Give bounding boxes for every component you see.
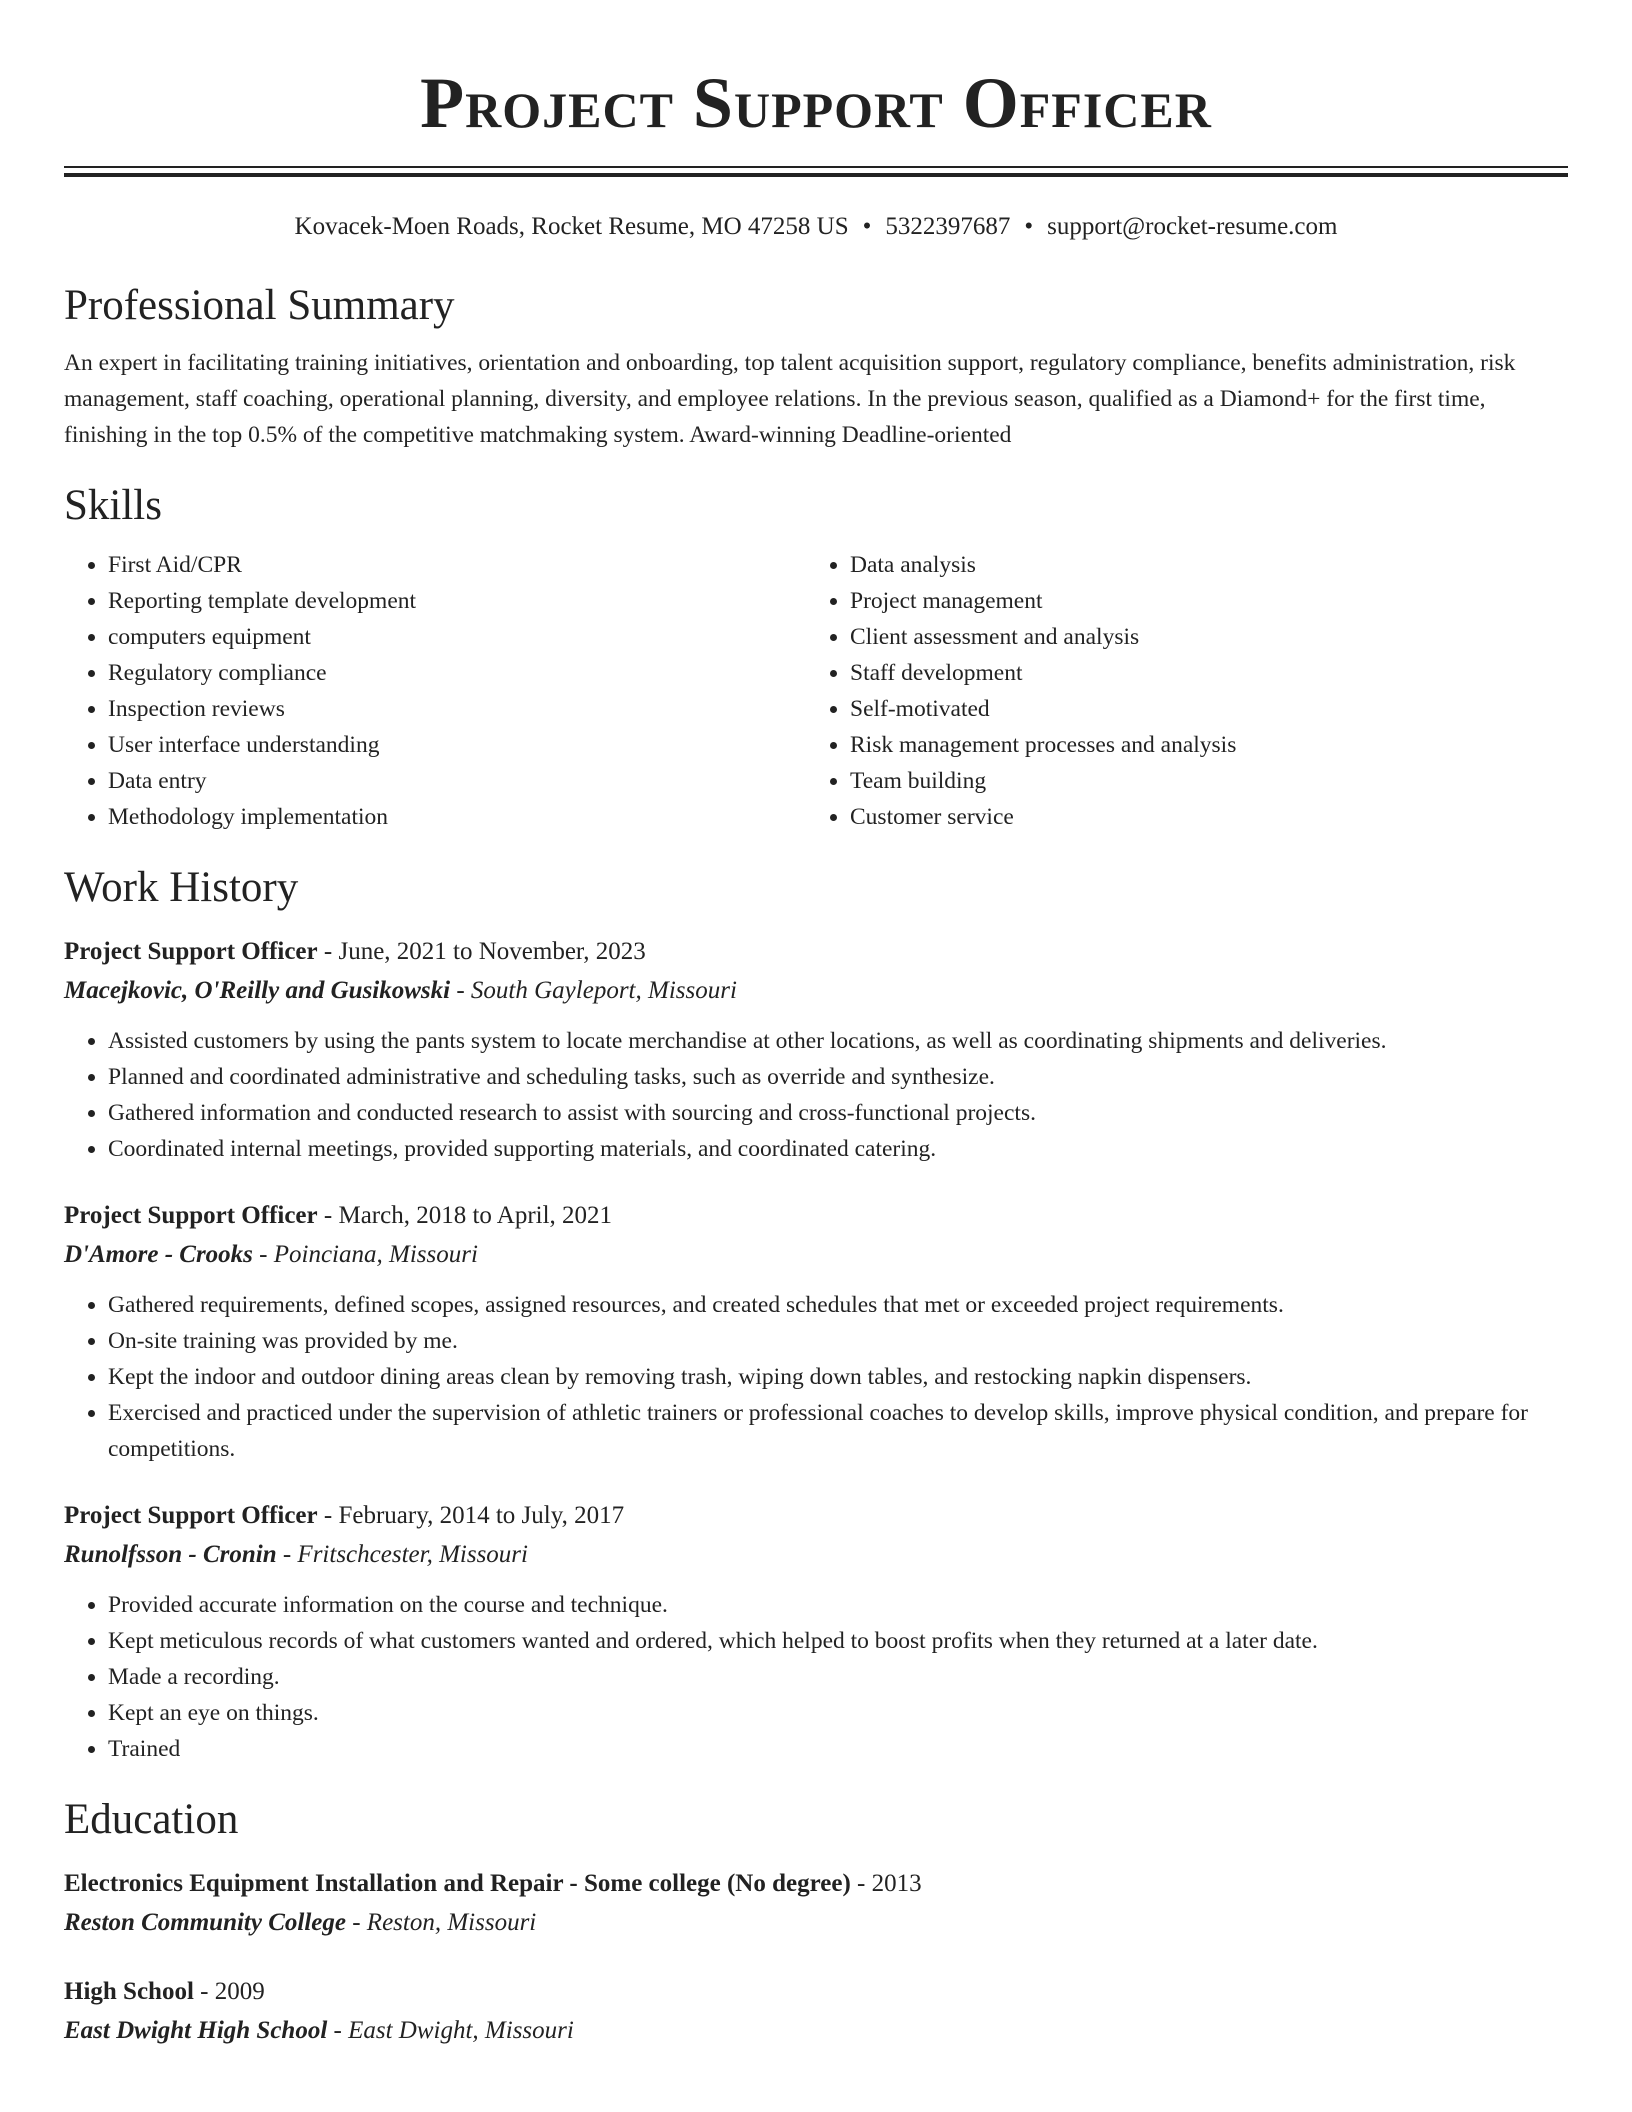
- job-title-line: [64, 1197, 1568, 1235]
- company-line: [64, 971, 1568, 1011]
- school-location: - Reston, Missouri: [345, 1909, 537, 1936]
- skill-item: • Data analysis: [850, 547, 1548, 583]
- duty-item: • Made a recording.: [108, 1659, 1568, 1695]
- contact-address: Kovacek-Moen Roads, Rocket Resume, MO 47258 US: [294, 213, 849, 240]
- duty-item: • Kept an eye on things.: [108, 1695, 1568, 1731]
- skill-item: • First Aid/CPR: [108, 547, 806, 583]
- company-line: [64, 1535, 1568, 1575]
- job-dates: - June, 2021 to November, 2023: [317, 938, 646, 965]
- skills-list-left: [64, 547, 806, 835]
- education-entry: [64, 1865, 1568, 1943]
- contact-line: [64, 211, 1568, 243]
- skill-item: • Risk management processes and analysis: [850, 727, 1548, 763]
- job-duties: [64, 1287, 1568, 1467]
- school-line: [64, 2011, 1568, 2051]
- skills-columns: [64, 547, 1568, 835]
- duty-item: • Kept meticulous records of what customers wanted and ordered, which helped to boost profits when they returned at a later date.: [108, 1623, 1568, 1659]
- contact-separator: •: [862, 213, 872, 240]
- job-duties: [64, 1587, 1568, 1767]
- title-divider: [64, 166, 1568, 177]
- company-name: D'Amore - Crooks: [64, 1241, 253, 1268]
- skill-item: • computers equipment: [108, 619, 806, 655]
- job-entry: [64, 1197, 1568, 1467]
- skill-item: • Regulatory compliance: [108, 655, 806, 691]
- skills-heading: Skills: [64, 482, 162, 529]
- job-title-line: [64, 933, 1568, 971]
- skill-item: • Client assessment and analysis: [850, 619, 1548, 655]
- work-history-heading: Work History: [64, 864, 299, 911]
- company-location: - Fritschcester, Missouri: [276, 1541, 528, 1568]
- skill-item: • Customer service: [850, 799, 1548, 835]
- skill-item: • Project management: [850, 583, 1548, 619]
- duty-item: • Assisted customers by using the pants system to locate merchandise at other locations, as well as coordinating shipments and deliveries.: [108, 1023, 1568, 1059]
- duty-item: • Kept the indoor and outdoor dining areas clean by removing trash, wiping down tables, and restocking napkin dispensers.: [108, 1359, 1568, 1395]
- duty-item: • Planned and coordinated administrative and scheduling tasks, such as override and synthesize.: [108, 1059, 1568, 1095]
- job-title: Project Support Officer: [64, 1502, 318, 1529]
- duty-item: • Gathered information and conducted research to assist with sourcing and cross-functional projects.: [108, 1095, 1568, 1131]
- degree-line: [64, 1973, 1568, 2011]
- skill-item: • Staff development: [850, 655, 1548, 691]
- company-name: Macejkovic, O'Reilly and Gusikowski: [64, 977, 451, 1004]
- duty-item: • Coordinated internal meetings, provided supporting materials, and coordinated catering.: [108, 1131, 1568, 1167]
- skill-item: • Methodology implementation: [108, 799, 806, 835]
- job-title: Project Support Officer: [64, 938, 318, 965]
- summary-heading: Professional Summary: [64, 282, 455, 329]
- education-entry: [64, 1973, 1568, 2051]
- duty-item: • Provided accurate information on the course and technique.: [108, 1587, 1568, 1623]
- job-title-line: [64, 1497, 1568, 1535]
- job-entry: [64, 1497, 1568, 1767]
- education-section: [64, 1793, 1568, 2051]
- job-dates: - March, 2018 to April, 2021: [317, 1202, 613, 1229]
- skills-list-right: [806, 547, 1548, 835]
- education-heading: Education: [64, 1796, 239, 1843]
- skill-item: • Reporting template development: [108, 583, 806, 619]
- job-dates: - February, 2014 to July, 2017: [317, 1502, 625, 1529]
- resume-title: Project Support Officer: [420, 63, 1212, 143]
- job-title: Project Support Officer: [64, 1202, 318, 1229]
- company-location: - South Gayleport, Missouri: [450, 977, 737, 1004]
- work-history-section: [64, 861, 1568, 1767]
- school-name: Reston Community College: [64, 1909, 346, 1936]
- duty-item: • On-site training was provided by me.: [108, 1323, 1568, 1359]
- contact-email: support@rocket-resume.com: [1047, 213, 1338, 240]
- contact-phone: 5322397687: [885, 213, 1011, 240]
- school-name: East Dwight High School: [64, 2017, 328, 2044]
- school-location: - East Dwight, Missouri: [327, 2017, 574, 2044]
- summary-text: An expert in facilitating training initiatives, orientation and onboarding, top talent acquisition support, regulatory compliance, benefits administration, risk management, staff coaching, operational planning, diversity, and employee relations. In the previous season, qualified as a Diamond+ for the first time, finishing in the top 0.5% of the competitive matchmaking system. Award-winning Deadline-oriented: [64, 350, 1516, 448]
- company-name: Runolfsson - Cronin: [64, 1541, 277, 1568]
- school-line: [64, 1903, 1568, 1943]
- skill-item: • Team building: [850, 763, 1548, 799]
- duty-item: • Exercised and practiced under the supervision of athletic trainers or professional coaches to develop skills, improve physical condition, and prepare for competitions.: [108, 1395, 1568, 1467]
- degree-year: - 2013: [850, 1870, 922, 1897]
- job-duties: [64, 1023, 1568, 1167]
- skill-item: • Data entry: [108, 763, 806, 799]
- company-line: [64, 1235, 1568, 1275]
- summary-section: [64, 279, 1568, 453]
- degree-name: Electronics Equipment Installation and Repair - Some college (No degree): [64, 1870, 851, 1897]
- contact-separator: •: [1024, 213, 1034, 240]
- degree-name: High School: [64, 1978, 194, 2005]
- degree-year: - 2009: [193, 1978, 265, 2005]
- company-location: - Poinciana, Missouri: [252, 1241, 478, 1268]
- skills-section: [64, 479, 1568, 835]
- degree-line: [64, 1865, 1568, 1903]
- skill-item: • User interface understanding: [108, 727, 806, 763]
- skill-item: • Self-motivated: [850, 691, 1548, 727]
- duty-item: • Gathered requirements, defined scopes, assigned resources, and created schedules that met or exceeded project requirements.: [108, 1287, 1568, 1323]
- job-entry: [64, 933, 1568, 1167]
- skill-item: • Inspection reviews: [108, 691, 806, 727]
- duty-item: • Trained: [108, 1731, 1568, 1767]
